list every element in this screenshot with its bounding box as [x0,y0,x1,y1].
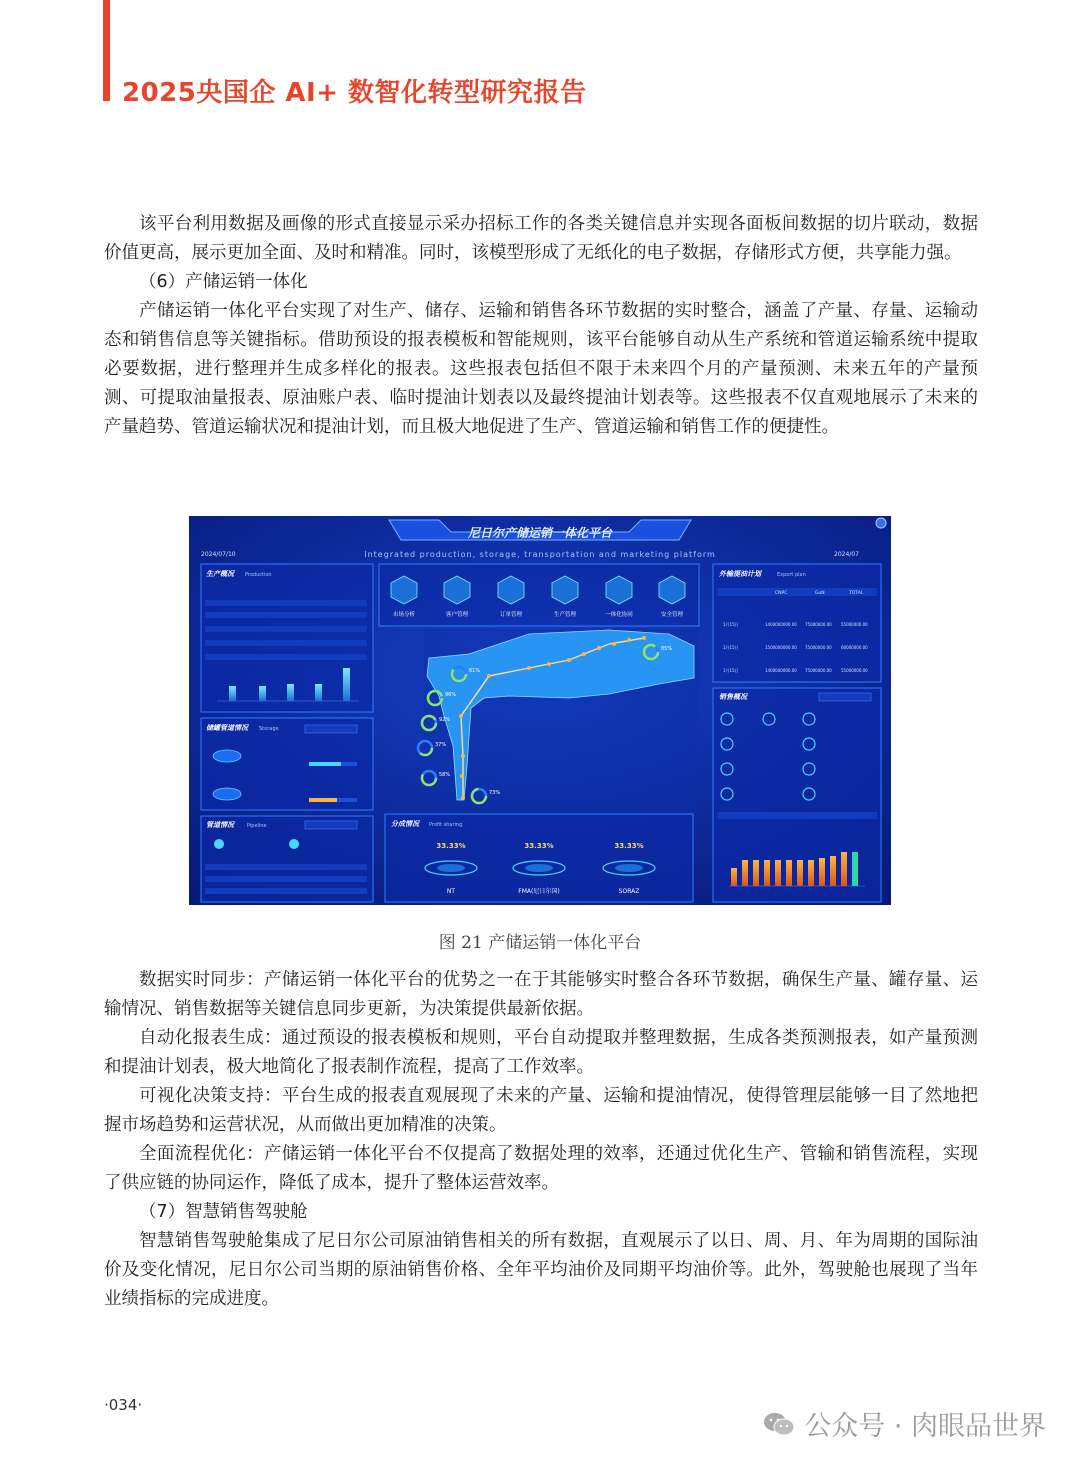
tank-icon [213,750,241,762]
pipeline-icon [214,839,224,849]
module-strip [379,564,699,626]
svg-text:1月15日: 1月15日 [723,622,739,627]
pipeline-select[interactable] [305,821,357,829]
panel-production-en: Production [245,572,272,578]
date-left[interactable]: 2024/07/10 [201,551,236,558]
close-icon[interactable] [876,518,886,528]
module-customer[interactable] [444,576,470,618]
svg-text:33.33%: 33.33% [436,842,466,850]
sales-bar [819,858,825,886]
page-number: ·034· [104,1396,143,1414]
production-bar [259,686,266,701]
paragraph-visual-decision: 可视化决策支持：平台生成的报表直观展现了未来的产量、运输和提油情况，使得管理层能够一目了然地把握市场趋势和运营状况，从而做出更加精准的决策。 [104,1086,978,1135]
intro-paragraph: 该平台利用数据及画像的形式直接显示采办招标工作的各类关键信息并实现各面板间数据的切片联动，数据价值更高，展示更加全面、及时和精准。同时，该模型形成了无纸化的电子数据，存储形式方便，共享能力强。 [104,214,978,263]
svg-text:55000000.00: 55000000.00 [841,622,868,627]
pipeline-table [205,864,367,894]
module-cooperation[interactable] [605,576,633,618]
production-bar [315,684,322,701]
sales-bar [775,860,781,886]
figure-caption: 图 21 产储运销一体化平台 [438,933,642,953]
svg-text:85%: 85% [661,646,673,652]
svg-text:1月15日: 1月15日 [723,645,739,650]
svg-text:一体化协同: 一体化协同 [605,612,633,618]
svg-text:SORAZ: SORAZ [618,888,640,895]
paragraph-process-optimization: 全面流程优化：产储运销一体化平台不仅提高了数据处理的效率，还通过优化生产、管输和销售流程，实现了供应链的协同运作，降低了成本，提升了整体运营效率。 [104,1144,978,1193]
panel-sales-title: 销售概况 [719,693,747,701]
panel-pipeline-title: 管道情况 [206,821,234,829]
sales-bar [841,852,847,886]
module-safety[interactable] [659,576,685,618]
export-col: CNPC [775,591,788,596]
header-accent-bar [103,0,110,101]
production-bar [287,684,294,701]
export-col: GoN [815,591,825,596]
svg-text:1500000000.00: 1500000000.00 [765,645,797,650]
section-6-paragraph: 产储运销一体化平台实现了对生产、储存、运输和销售各环节数据的实时整合，涵盖了产量、存量、运输动态和销售信息等关键指标。借助预设的报表模板和智能规则，该平台能够自动从生产系统和管道运输系统中提取必要数据，进行整理并生成多样化的报表。这些报表包括但不限于未来四个月的产量预测、未来五年的产量预测、可提取油量报表、原油账户表、临时提油计划表以及最终提油计划表等。这些报表不仅直观地展示了未来的产量趋势、管道运输状况和提油计划，而且极大地促进了生产、管道运输和销售工作的便捷性。 [104,301,978,437]
panel-production-title: 生产概况 [206,570,234,578]
sales-bar [830,856,836,886]
svg-text:订单管理: 订单管理 [499,612,523,618]
dashboard-svg [189,516,891,905]
module-order[interactable] [498,576,524,618]
svg-text:1400000000.00: 1400000000.00 [765,622,797,627]
production-bar [343,668,350,701]
panel-export-en: Export plan [777,572,806,578]
svg-text:61%: 61% [469,668,481,674]
production-bar [229,686,236,701]
svg-text:75000000.00: 75000000.00 [805,645,832,650]
paragraph-realtime-sync: 数据实时同步：产储运销一体化平台的优势之一在于其能够实时整合各环节数据，确保生产量、罐存量、运输情况、销售数据等关键信息同步更新，为决策提供最新依据。 [104,970,978,1019]
svg-text:58%: 58% [439,772,451,778]
panel-storage-en: Storage [259,726,279,732]
panel-storage-title: 储罐管道情况 [206,724,248,732]
panel-export-title: 外输提油计划 [719,570,761,578]
svg-text:75000000.00: 75000000.00 [805,622,832,627]
dashboard-figure [189,516,891,905]
svg-text:60000000.00: 60000000.00 [841,645,868,650]
panel-pipeline-en: Pipeline [247,823,267,829]
module-production[interactable] [552,576,578,618]
module-market[interactable] [391,576,417,618]
sales-select[interactable] [819,693,871,701]
paragraph-auto-report: 自动化报表生成：通过预设的报表模板和规则，平台自动提取并整理数据，生成各类预测报表，如产量预测和提油计划表，极大地简化了报表制作流程，提高了工作效率。 [104,1028,978,1077]
section-6-heading: （6）产储运销一体化 [139,272,308,292]
svg-text:客户管理: 客户管理 [445,612,469,618]
svg-text:37%: 37% [435,742,447,748]
pipeline-icon [289,839,299,849]
svg-text:安全管理: 安全管理 [660,612,684,618]
svg-text:1400000000.00: 1400000000.00 [765,668,797,673]
date-right[interactable]: 2024/07 [834,551,859,558]
panel-profit-en: Profit sharing [429,822,463,828]
sales-bar [808,860,814,886]
svg-text:96%: 96% [445,692,457,698]
wechat-icon [762,1410,796,1438]
dashboard-title: 尼日尔产储运销一体化平台 [467,526,613,540]
dashboard-subtitle: Integrated production, storage, transportation and marketing platform [364,550,716,559]
sales-bar [753,860,759,886]
sales-bar [731,868,737,886]
section-7-heading: （7）智慧销售驾驶舱 [139,1202,308,1222]
storage-progress-fill [309,762,341,766]
storage-progress-fill [309,798,337,802]
export-col: TOTAL [849,591,864,596]
svg-text:生产管理: 生产管理 [553,612,577,618]
svg-text:55000000.00: 55000000.00 [841,668,868,673]
svg-text:市场分析: 市场分析 [392,612,416,618]
svg-text:FMA(尼日尔国): FMA(尼日尔国) [518,888,560,895]
svg-text:33.33%: 33.33% [614,842,644,850]
sales-bar [797,860,803,886]
text-block-top [104,210,978,442]
sales-tabs[interactable] [717,812,877,819]
watermark [762,1404,1046,1443]
panel-profit-title: 分成情况 [391,820,419,828]
storage-select[interactable] [305,725,357,733]
report-title: 2025央国企 AI+ 数智化转型研究报告 [122,78,587,108]
sales-bar [786,860,792,886]
svg-text:92%: 92% [439,717,451,723]
svg-text:NT: NT [446,888,456,895]
svg-text:1月15日: 1月15日 [723,668,739,673]
watermark-text: 公众号 · 肉眼品世界 [804,1411,1046,1442]
sales-bar [742,860,748,886]
sales-bar [764,860,770,886]
section-7-paragraph: 智慧销售驾驶舱集成了尼日尔公司原油销售相关的所有数据，直观展示了以日、周、月、年为周期的国际油价及变化情况，尼日尔公司当期的原油销售价格、全年平均油价及同期平均油价等。此外，驾驶舱也展现了当年业绩指标的完成进度。 [104,1231,978,1309]
svg-text:75000000.00: 75000000.00 [805,668,832,673]
svg-text:33.33%: 33.33% [524,842,554,850]
tank-icon [213,788,241,800]
sales-bar [852,852,858,886]
text-block-bottom [104,966,978,1314]
svg-text:73%: 73% [489,790,501,796]
